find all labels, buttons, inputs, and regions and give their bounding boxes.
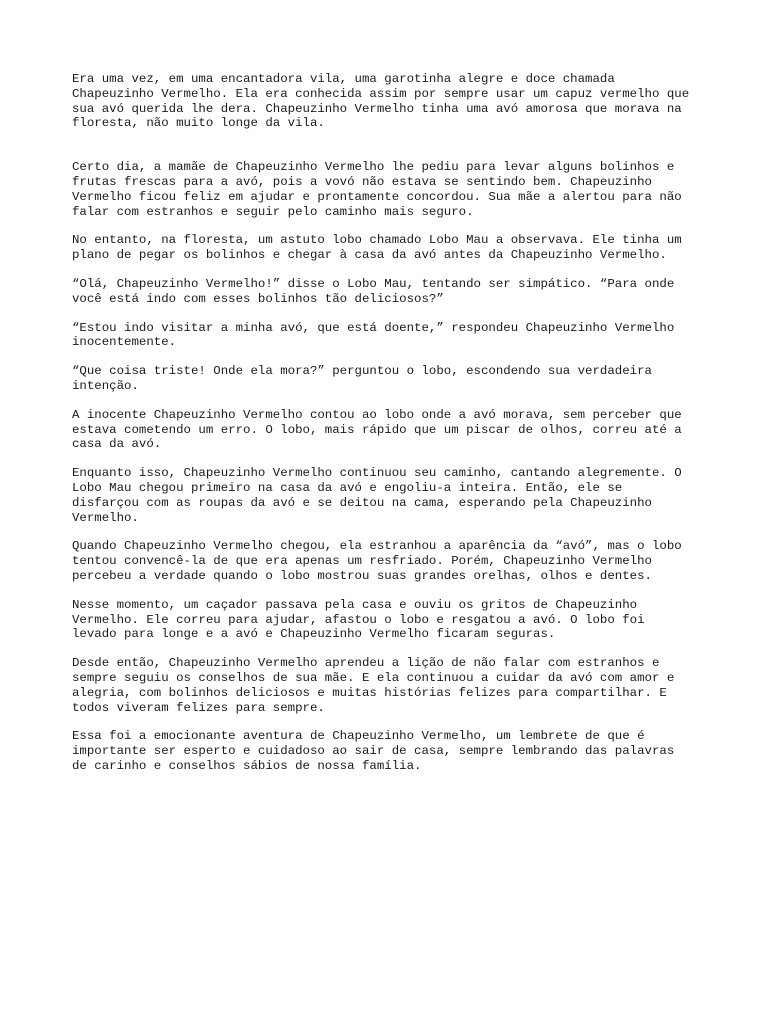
paragraph-12: Essa foi a emocionante aventura de Chapeuzinho Vermelho, um lembrete de que é importante ser esperto e cuidadoso ao sair de casa, sempre lembrando das palavras de carinho e conselhos sábios de nossa família. [72, 729, 675, 773]
document-page [72, 72, 702, 788]
paragraph-6: “Que coisa triste! Onde ela mora?” perguntou o lobo, escondendo sua verdadeira intenção. [72, 364, 652, 393]
paragraph-5: “Estou indo visitar a minha avó, que está doente,” respondeu Chapeuzinho Vermelho inocentemente. [72, 320, 675, 350]
paragraph-4: “Olá, Chapeuzinho Vermelho!” disse o Lobo Mau, tentando ser simpático. “Para onde você está indo com esses bolinhos tão deliciosos?” [72, 276, 675, 306]
paragraph-7: A inocente Chapeuzinho Vermelho contou ao lobo onde a avó morava, sem perceber que estava cometendo um erro. O lobo, mais rápido que um piscar de olhos, correu até a casa da avó. [72, 407, 682, 452]
paragraph-8: Enquanto isso, Chapeuzinho Vermelho continuou seu caminho, cantando alegremente. O Lobo Mau chegou primeiro na casa da avó e engoliu-a inteira. Então, ele se disfarçou com as roupas da avó e se deitou na cama, esperando pela Chapeuzinho Vermelho. [72, 466, 682, 525]
paragraph-1: Era uma vez, em uma encantadora vila, uma garotinha alegre e doce chamada Chapeuzinho Vermelho. Ela era conhecida assim por sempre usar um capuz vermelho que sua avó querida lhe dera. Chapeuzinho Vermelho tinha uma avó amorosa que morava na floresta, não muito longe da vila. [72, 72, 690, 131]
paragraph-3: No entanto, na floresta, um astuto lobo chamado Lobo Mau a observava. Ele tinha um plano de pegar os bolinhos e chegar à casa da avó antes da Chapeuzinho Vermelho. [72, 233, 682, 263]
paragraph-9: Quando Chapeuzinho Vermelho chegou, ela estranhou a aparência da “avó”, mas o lobo tentou convencê-la de que era apenas um resfriado. Porém, Chapeuzinho Vermelho percebeu a verdade quando o lobo mostrou suas grandes orelhas, olhos e dentes. [72, 539, 682, 583]
paragraph-10: Nesse momento, um caçador passava pela casa e ouviu os gritos de Chapeuzinho Vermelho. Ele correu para ajudar, afastou o lobo e resgatou a avó. O lobo foi levado para longe e a avó e Chapeuzinho Vermelho ficaram seguras. [72, 597, 645, 642]
paragraph-11: Desde então, Chapeuzinho Vermelho aprendeu a lição de não falar com estranhos e sempre seguiu os conselhos de sua mãe. E ela continuou a cuidar da avó com amor e alegria, com bolinhos deliciosos e muitas histórias felizes para compartilhar. E todos viveram felizes para sempre. [72, 656, 675, 715]
paragraph-2: Certo dia, a mamãe de Chapeuzinho Vermelho lhe pediu para levar alguns bolinhos e frutas frescas para a avó, pois a vovó não estava se sentindo bem. Chapeuzinho Vermelho ficou feliz em ajudar e prontamente concordou. Sua mãe a alertou para não falar com estranhos e seguir pelo caminho mais seguro. [72, 160, 682, 219]
